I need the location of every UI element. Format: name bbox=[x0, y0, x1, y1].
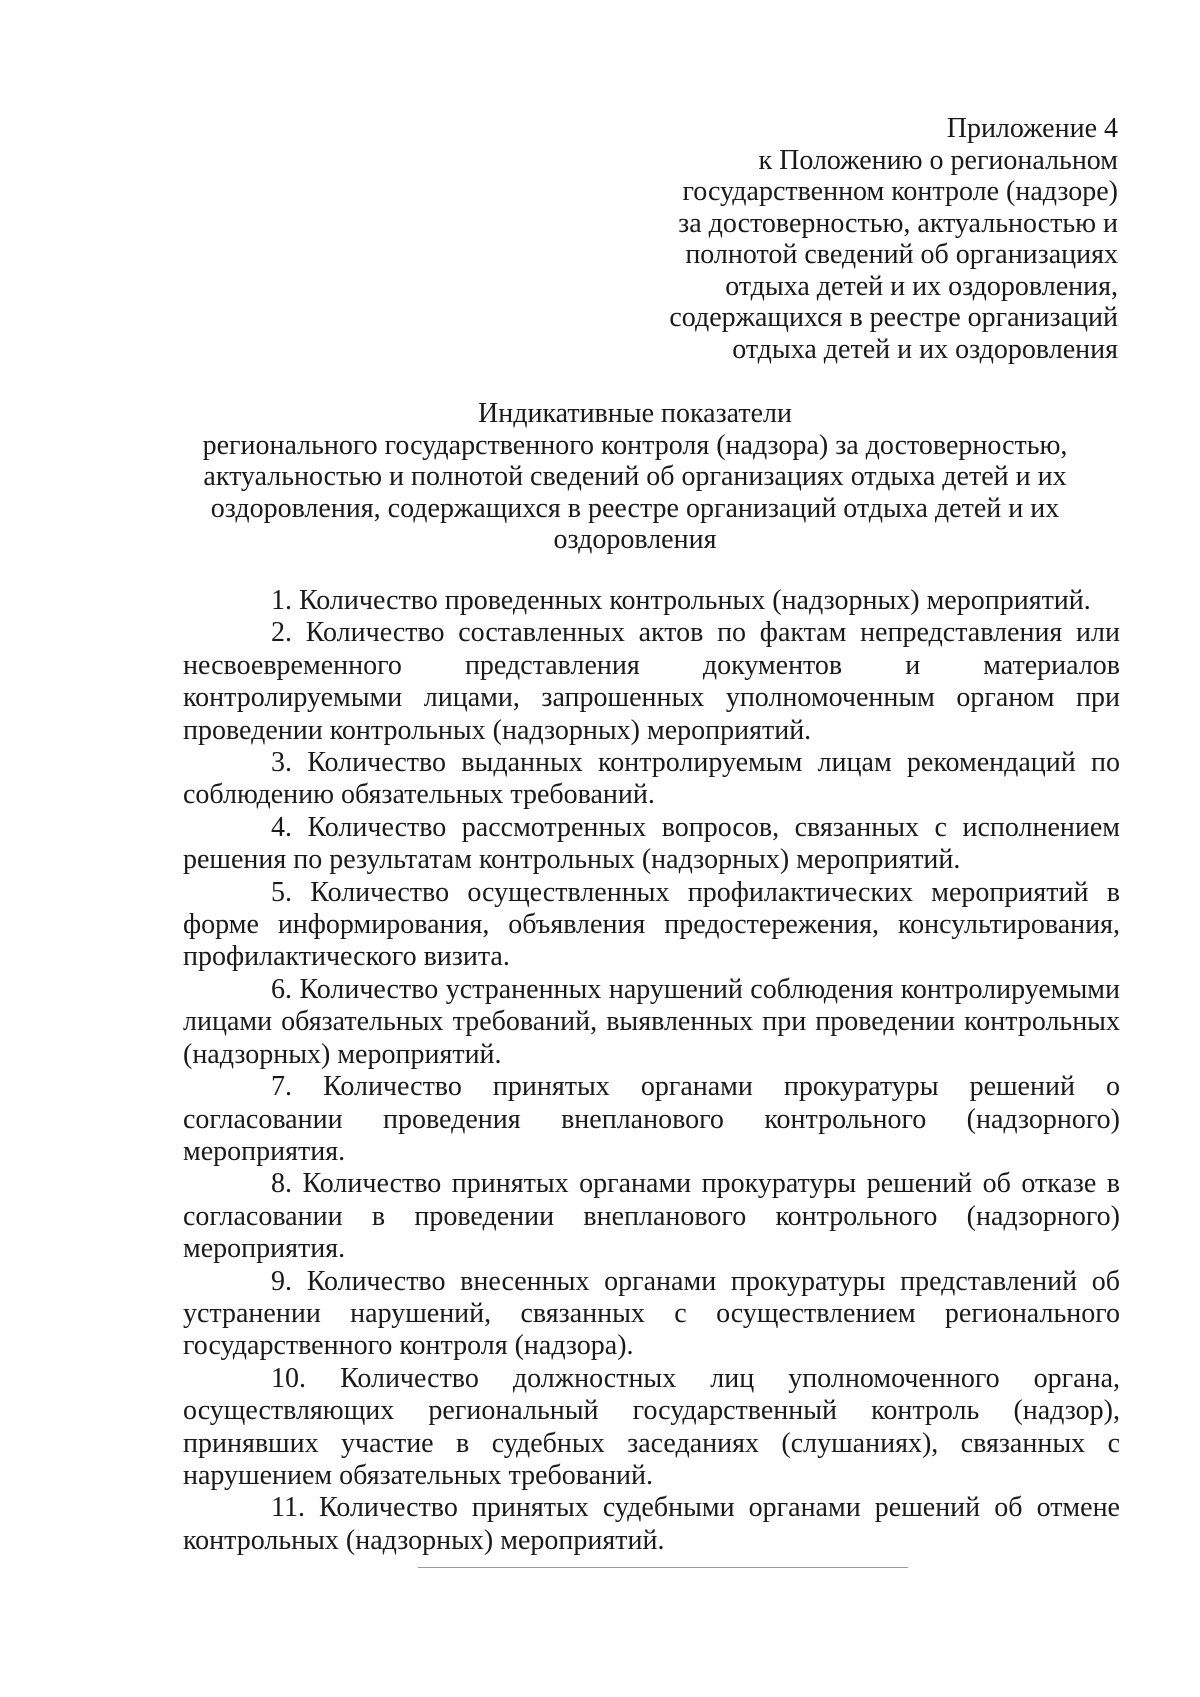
indicator-item: 11. Количество принятых судебными органами решений об отмене контрольных (надзорных) мероприятий. bbox=[183, 1492, 1120, 1556]
appendix-line: государственном контроле (надзоре) bbox=[682, 176, 1118, 207]
appendix-line: к Положению о региональном bbox=[758, 144, 1118, 176]
indicator-item: 7. Количество принятых органами прокуратуры решений о согласовании проведения внепланового контрольного (надзорного) мероприятия. bbox=[183, 1071, 1120, 1167]
title-line: актуальностью и полнотой сведений об организациях отдыха детей и их bbox=[203, 461, 1067, 492]
end-divider bbox=[418, 1567, 908, 1568]
indicator-item: 1. Количество проведенных контрольных (надзорных) мероприятий. bbox=[271, 585, 1091, 616]
title-line: Индикативные показатели bbox=[478, 398, 792, 429]
indicator-item: 8. Количество принятых органами прокуратуры решений об отказе в согласовании в проведении внепланового контрольного (надзорного) мероприятия. bbox=[183, 1168, 1120, 1265]
appendix-line: отдыха детей и их оздоровления bbox=[732, 333, 1118, 365]
indicator-item: 10. Количество должностных лиц уполномоченного органа, осуществляющих региональный государственный контроль (надзор), принявших участие в судебных заседаниях (слушаниях), связанных с нарушением обязательных требований. bbox=[183, 1362, 1120, 1491]
appendix-line: отдыха детей и их оздоровления, bbox=[725, 270, 1118, 302]
appendix-line: за достоверностью, актуальностью и bbox=[678, 207, 1118, 239]
document-title bbox=[150, 398, 1120, 556]
indicator-item: 3. Количество выданных контролируемым лицам рекомендаций по соблюдению обязательных требований. bbox=[183, 747, 1120, 811]
title-line: оздоровления bbox=[553, 524, 717, 555]
indicator-item: 5. Количество осуществленных профилактических мероприятий в форме информирования, объявления предостережения, консультирования, профилактического визита. bbox=[183, 876, 1120, 973]
indicator-item: 4. Количество рассмотренных вопросов, связанных с исполнением решения по результатам контрольных (надзорных) мероприятий. bbox=[183, 811, 1120, 876]
title-line: оздоровления, содержащихся в реестре организаций отдыха детей и их bbox=[210, 492, 1060, 524]
appendix-line: содержащихся в реестре организаций bbox=[669, 302, 1118, 333]
title-line: регионального государственного контроля (надзора) за достоверностью, bbox=[202, 429, 1068, 461]
indicator-list bbox=[183, 585, 1120, 1557]
indicator-item: 6. Количество устраненных нарушений соблюдения контролируемыми лицами обязательных требований, выявленных при проведении контрольных (надзорных) мероприятий. bbox=[183, 973, 1120, 1070]
appendix-line: Приложение 4 bbox=[946, 113, 1118, 144]
indicator-item: 9. Количество внесенных органами прокуратуры представлений об устранении нарушений, связанных с осуществлением регионального государственного контроля (надзора). bbox=[183, 1265, 1120, 1362]
appendix-header bbox=[558, 113, 1118, 365]
indicator-item: 2. Количество составленных актов по фактам непредставления или несвоевременного представления документов и материалов контролируемыми лицами, запрошенных уполномоченным органом при проведении контрольных (надзорных) мероприятий. bbox=[183, 617, 1120, 746]
appendix-line: полнотой сведений об организациях bbox=[685, 239, 1118, 270]
